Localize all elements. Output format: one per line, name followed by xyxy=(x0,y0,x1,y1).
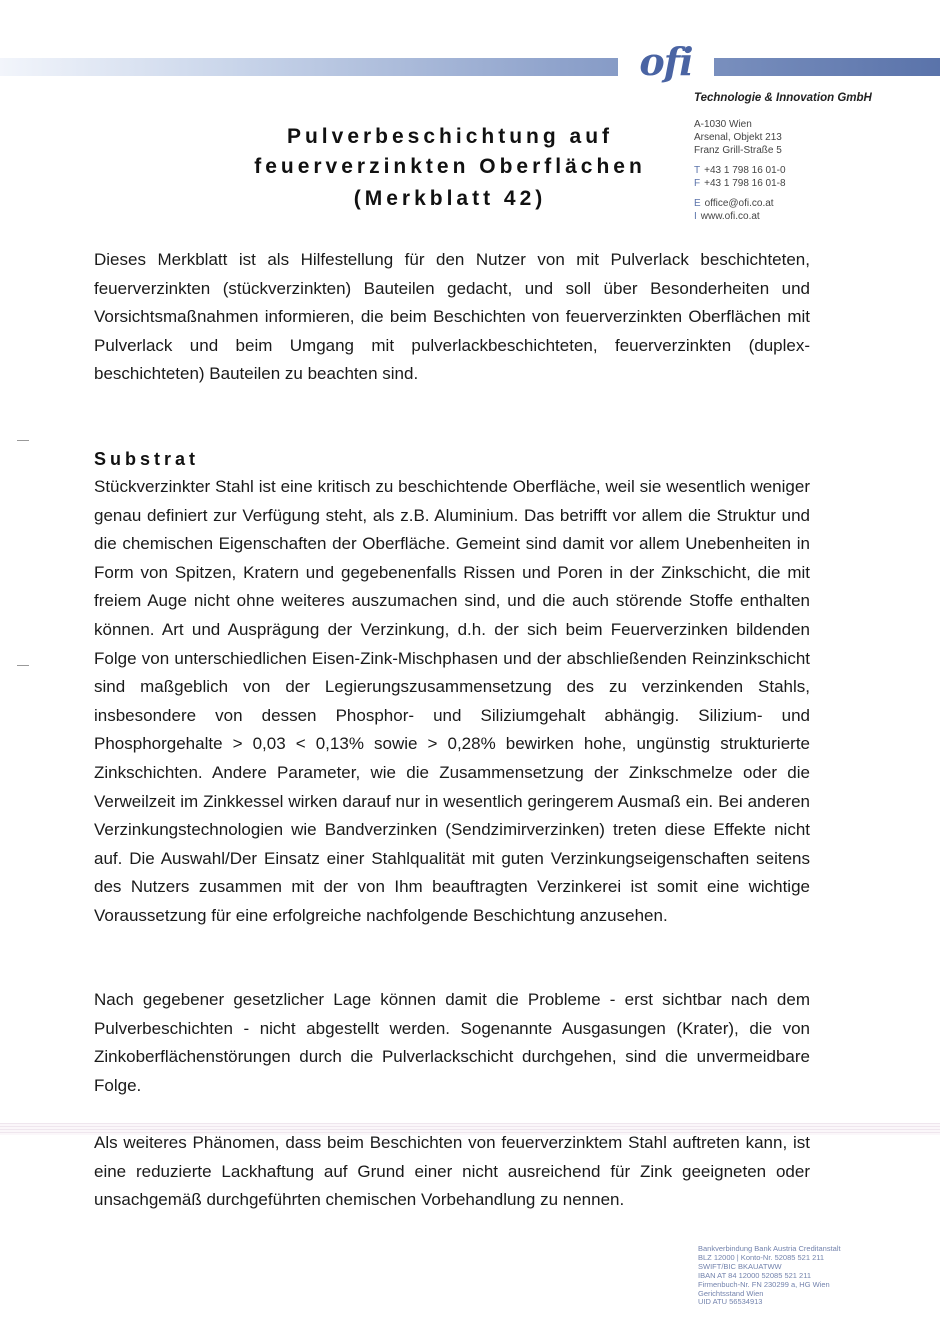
margin-mark xyxy=(17,665,29,666)
phone-line xyxy=(694,164,786,177)
footer-line: UID ATU 56534913 xyxy=(698,1297,763,1307)
document-title xyxy=(200,122,700,214)
title-line-2: feuerverzinkten Oberflächen xyxy=(254,155,646,178)
ofi-logo: ofi xyxy=(618,42,714,82)
margin-mark xyxy=(17,440,29,441)
company-name: Technologie & Innovation GmbH xyxy=(694,92,872,104)
web-line xyxy=(694,210,786,223)
fax-prefix: F xyxy=(694,178,701,189)
substrat-paragraph-3: Als weiteres Phänomen, dass beim Beschichten von feuerverzinktem Stahl auftreten kann, ist eine reduzierte Lackhaftung auf Grund einer nicht ausreichend für Zink geeigneten oder unsachgemäß durchgeführten chemischen Vorbehandlung zu nennen. xyxy=(94,1133,810,1210)
footer-line: BLZ 12000 | Konto-Nr. 52085 521 211 xyxy=(698,1252,825,1262)
web-prefix: I xyxy=(694,211,697,222)
substrat-paragraph-1: Stückverzinkter Stahl ist eine kritisch zu beschichtende Oberfläche, weil sie wesentlich weniger genau definiert zur Verfügung steht, als z.B. Aluminium. Das betrifft vor allem die Struktur und die chemischen Eigenschaften der Oberfläche. Gemeint sind damit vor allem Unebenheiten in Form von Spitzen, Kratern und gegebenenfalls Rissen und Poren in der Zinkschicht, die mit freiem Auge nicht ohne weiteres auszumachen sind, und die auch störende Stoffe enthalten können. Art und Ausprägung der Verzinkung, d.h. der sich beim Feuerverzinken bildenden Folge von unterschiedlichen Eisen-Zink-Mischphasen und der abschließenden Reinzinkschicht sind maßgeblich von der Legierungszusammensetzung des zu verzinkenden Stahls, insbesondere von dessen Phosphor- und Siliziumgehalt abhängig. Silizium- und Phosphorgehalte > 0,03 < 0,13% sowie > 0,28% bewirken hohe, ungünstig strukturierte Zinkschichten. Andere Parameter, wie die Zusammensetzung der Zinkschmelze oder die Verweilzeit im Zinkkessel wirken darauf nur in wesentlich geringerem Ausmaß ein. Bei anderen Verzinkungstechnologien wie Bandverzinken (Sendzimirverzinken) treten diese Effekte nicht auf. Die Auswahl/Der Einsatz einer Stahlqualität mit guten Verzinkungseigenschaften seitens des Nutzers zusammen mit der von Ihm beauftragten Verzinkerei ist somit eine wichtige Voraussetzung für eine erfolgreiche nachfolgende Beschichtung anzusehen. xyxy=(94,477,810,925)
website-link[interactable]: www.ofi.co.at xyxy=(700,211,760,222)
email-prefix: E xyxy=(694,198,701,209)
footer-line: Bankverbindung Bank Austria Creditanstalt xyxy=(698,1244,841,1253)
address-line: A-1030 Wien xyxy=(694,119,752,130)
title-line-1: Pulverbeschichtung auf xyxy=(286,125,614,148)
footer-line: SWIFT/BIC BKAUATWW xyxy=(698,1261,782,1271)
email-line xyxy=(694,197,786,210)
phone-prefix: T xyxy=(694,165,701,176)
title-line-3: (Merkblatt 42) xyxy=(353,187,547,210)
intro-paragraph: Dieses Merkblatt ist als Hilfestellung für den Nutzer von mit Pulverlack beschichteten, feuerverzinkten (stückverzinkten) Bauteilen gedacht, und soll über Besonderheiten und Vorsichtsmaßnahmen informieren, die beim Beschichten von feuerverzinkten Oberflächen mit Pulverlack und beim Umgang mit pulverlackbeschichteten, feuerverzinkten (duplex-beschichteten) Bauteilen zu beachten sind. xyxy=(94,250,810,384)
substrat-paragraph-2: Nach gegebener gesetzlicher Lage können damit die Probleme - erst sichtbar nach dem Pulverbeschichten - nicht abgestellt werden. Sogenannte Ausgasungen (Krater), die von Zinkoberflächenstörungen durch die Pulverlackschicht durchgehen, sind die unvermeidbare Folge. xyxy=(94,990,810,1095)
address-line: Arsenal, Objekt 213 xyxy=(694,132,782,143)
fax-line xyxy=(694,177,786,190)
footer-line: IBAN AT 84 12000 52085 521 211 xyxy=(698,1270,812,1280)
phone-number: +43 1 798 16 01-0 xyxy=(704,165,786,176)
bank-details xyxy=(698,1245,841,1307)
footer-line: Gerichtsstand Wien xyxy=(698,1288,764,1298)
section-heading: Substrat xyxy=(94,449,200,469)
fax-number: +43 1 798 16 01-8 xyxy=(704,178,786,189)
contact-block xyxy=(694,118,786,223)
footer-line: Firmenbuch-Nr. FN 230299 a, HG Wien xyxy=(698,1279,830,1289)
header-band xyxy=(0,58,940,76)
email-address[interactable]: office@ofi.co.at xyxy=(704,198,774,209)
address-line: Franz Grill-Straße 5 xyxy=(694,145,782,156)
